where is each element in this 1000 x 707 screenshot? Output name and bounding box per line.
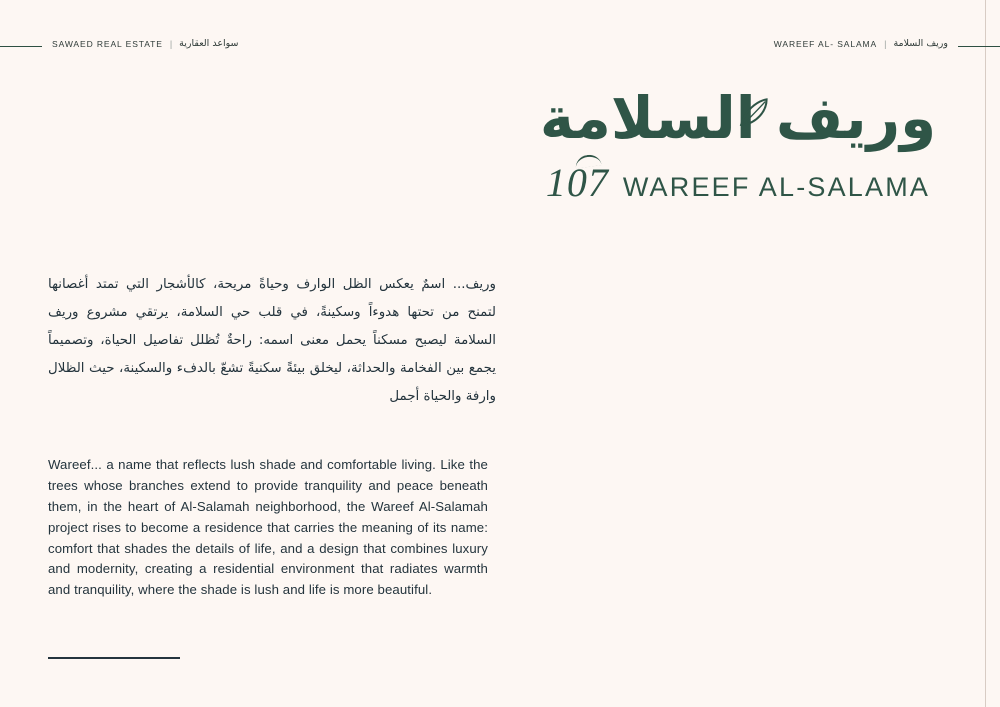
intro-paragraph-arabic: وريف... اسمٌ يعكس الظل الوارف وحياةً مريحة، كالأشجار التي تمتد أغصانها لتمنح من تحتها هدوءاً وسكينةً، في قلب حي السلامة، يرتقي مشروع وريف السلامة ليصبح مسكناً يحمل معنى اسمه: راحةٌ تُظلل تفاصيل الحياة، وتصميماً يجمع بين الفخامة والحداثة، ليخلق بيئةً سكنيةً تشعّ بالدفء والسكينة، حيث الظلال وارفة والحياة أجمل	[48, 277, 496, 404]
page-right-rule	[985, 0, 986, 707]
project-logo	[538, 84, 938, 206]
footer-divider	[48, 657, 180, 659]
logo-latin-wordmark: WAREEF AL-SALAMA	[622, 171, 931, 202]
logo-subline	[538, 159, 938, 206]
header-right-project-en: WAREEF AL- SALAMA	[773, 38, 878, 49]
logo-arabic-wordmark: وريف السلامة	[539, 84, 937, 152]
logo-number: 107	[545, 159, 609, 205]
header-left-company-ar: سواعد العقارية	[179, 38, 239, 49]
header-right-rule	[958, 46, 1000, 47]
header-left-company-en: SAWAED REAL ESTATE	[52, 38, 163, 49]
page-header	[0, 38, 1000, 54]
intro-paragraph-english: Wareef... a name that reflects lush shade and comfortable living. Like the trees whose branches extend to provide tranquility and peace beneath them, in the heart of Al-Salamah neighborhood, the Wareef Al-Salamah project rises to become a residence that carries the meaning of its name: comfort that shades the details of life, and a design that combines luxury and modernity, creating a residential environment that radiates warmth and tranquility, where the shade is lush and life is more beautiful.	[48, 457, 488, 598]
header-left-brand	[52, 38, 239, 49]
header-left-separator: |	[169, 38, 173, 49]
header-left-rule	[0, 46, 42, 47]
header-right-project-ar: وريف السلامة	[893, 38, 948, 49]
header-right-separator: |	[884, 38, 887, 49]
header-right-brand	[774, 38, 948, 49]
